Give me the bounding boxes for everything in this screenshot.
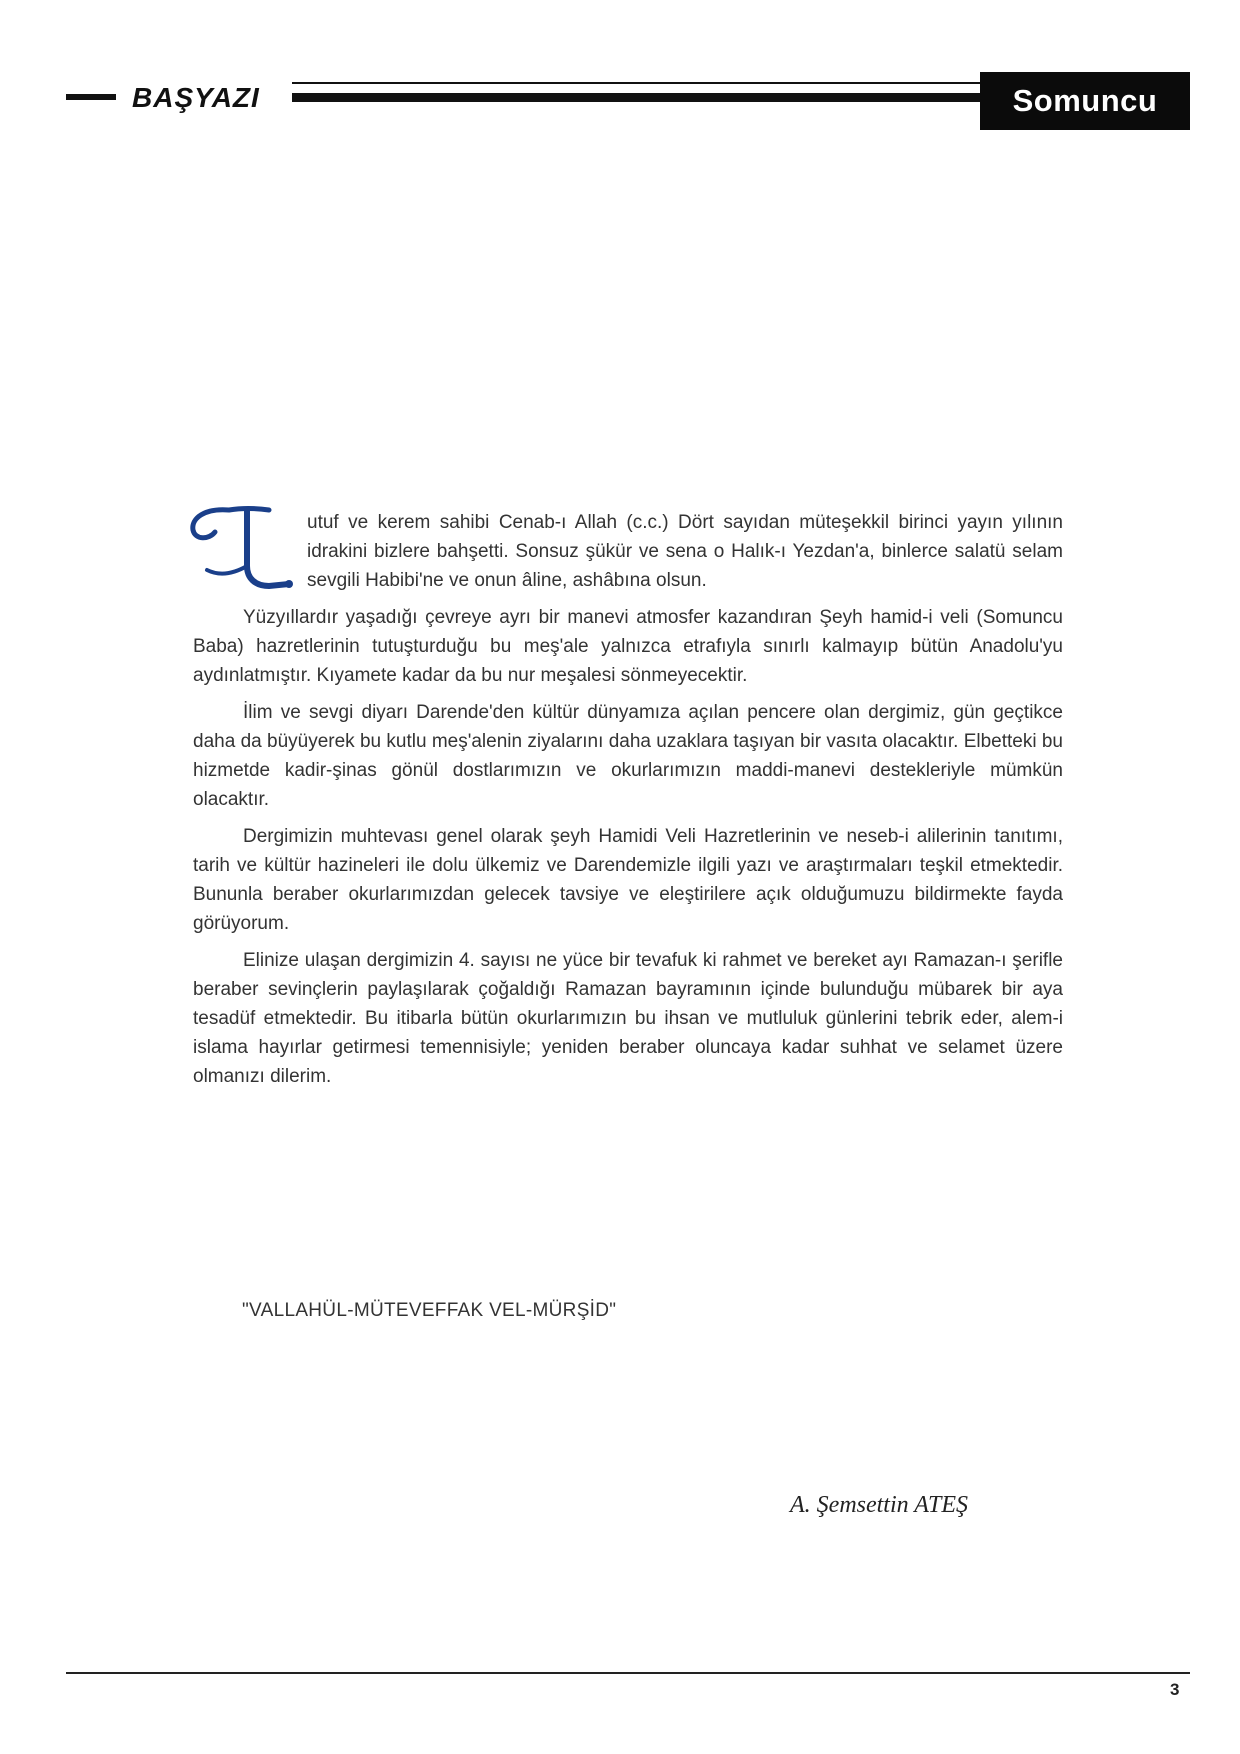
header-rule-thick <box>292 93 982 102</box>
brand-badge: Somuncu Baba <box>980 72 1190 130</box>
header-rule-thin <box>292 82 982 84</box>
section-label: BAŞYAZI <box>132 82 260 113</box>
paragraph-text: utuf ve kerem sahibi Cenab-ı Allah (c.c.) Dört sayıdan müteşekkil birinci yayın yılının idrakini bizlere bahşetti. Sonsuz şükür ve sena o Halık-ı Yezdan'a, binlerce salatü selam sevgili Habibi'ne ve onun âline, ashâbına olsun. <box>307 512 1063 591</box>
footer-rule <box>66 1672 1190 1674</box>
article-paragraph-3: İlim ve sevgi diyarı Darende'den kültür dünyamıza açılan pencere olan dergimiz, gün geçtikce daha da büyüyerek bu kutlu meş'alenin ziyalarını daha uzaklara taşıyan bir vasıta olacaktır. Elbetteki bu hizmetde kadir-şinas gönül dostlarımızın ve okurlarımızın maddi-manevi destekleriyle mümkün olacaktır. <box>193 702 1063 810</box>
article-paragraph-1 <box>193 508 1063 595</box>
article-body <box>193 508 1063 1099</box>
article-paragraph-5: Elinize ulaşan dergimizin 4. sayısı ne yüce bir tevafuk ki rahmet ve bereket ayı Ramazan-ı şerifle beraber sevinçlerin paylaşılarak çoğaldığı Ramazan bayramının içinde bulunduğu mübarek bir aya tesadüf etmektedir. Bu itibarla bütün okurlarımızın bu ihsan ve mutluluk günlerini tebrik eder, alem-i islama hayırlar getirmesi temennisiyle; yeniden beraber oluncaya kadar suhhat ve selamet üzere olmanızı dilerim. <box>193 950 1063 1087</box>
page-number: 3 <box>1170 1680 1180 1699</box>
closing-motto: "VALLAHÜL-MÜTEVEFFAK VEL-MÜRŞİD" <box>242 1300 617 1321</box>
author-signature: A. Şemsettin ATEŞ <box>790 1492 968 1518</box>
article-paragraph-2: Yüzyıllardır yaşadığı çevreye ayrı bir manevi atmosfer kazandıran Şeyh hamid-i veli (Somuncu Baba) hazretlerinin tutuşturduğu bu meş'ale yalnızca etrafıyla sınırlı kalmayıp bütün Anadolu'yu aydınlatmıştır. Kıyamete kadar da bu nur meşalesi sönmeyecektir. <box>193 607 1063 686</box>
article-paragraph-4: Dergimizin muhtevası genel olarak şeyh Hamidi Veli Hazretlerinin ve neseb-i alilerinin tanıtımı, tarih ve kültür hazineleri ile dolu ülkemiz ve Darendemizle ilgili yazı ve araştırmaları teşkil etmektedir. Bununla beraber okurlarımızdan gelecek tavsiye ve eleştirilere açık olduğumuzu bildirmekte fayda görüyorum. <box>193 826 1063 934</box>
header-dash-ornament <box>66 94 116 100</box>
drop-cap-letter <box>185 504 297 594</box>
